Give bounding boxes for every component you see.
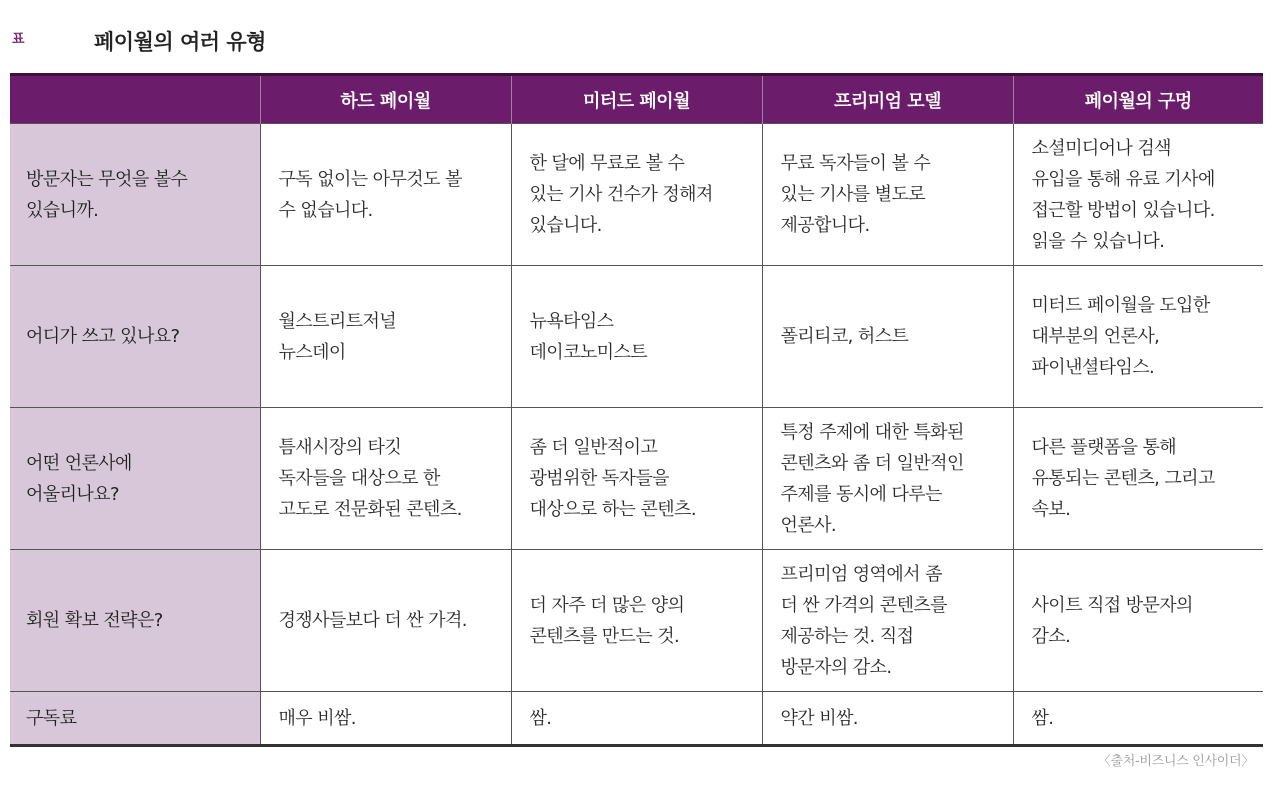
cell-line: 틈새시장의 타깃 [278,437,402,458]
row-header-price [10,692,260,746]
row-header-line: 어떤 언론사에 [26,452,132,474]
table-cell [260,408,511,550]
cell-line: 콘텐츠를 만드는 것. [529,625,680,647]
cell-line: 대부분의 언론사, [1031,326,1160,347]
table-title: 페이월의 여러 유형 [94,30,266,54]
table-label: 표 [12,32,25,47]
cell-line: 있는 기사를 별도로 [780,184,926,205]
cell-line: 읽을 수 있습니다. [1031,230,1165,252]
cell-line: 사이트 직접 방문자의 [1031,594,1193,616]
row-header-strategy [10,550,260,692]
header-cell-premium-model: 프리미엄 모델 [762,75,1013,124]
table-caption [12,26,1262,60]
cell-line: 약간 비쌈. [780,707,858,729]
table-cell [762,266,1013,408]
cell-line: 다른 플랫폼을 통해 [1031,437,1177,458]
paywall-types-table [10,73,1263,747]
cell-line: 광범위한 독자들을 [529,468,669,489]
row-header-line: 있습니까. [26,199,99,221]
table-row [10,124,1263,266]
cell-line: 방문자의 감소. [780,656,892,678]
cell-line: 특정 주제에 대한 특화된 [780,421,964,443]
table-cell [511,266,762,408]
cell-line: 미터드 페이월을 도입한 [1031,295,1210,316]
cell-line: 경쟁사들보다 더 싼 가격. [278,610,467,631]
table-cell [511,550,762,692]
cell-line: 고도로 전문화된 콘텐츠. [278,499,462,520]
cell-line: 파이낸셜타임스. [1031,357,1155,378]
table-cell [260,550,511,692]
table-cell [762,550,1013,692]
cell-line: 콘텐츠와 좀 더 일반적인 [780,452,964,474]
table-cell [511,124,762,266]
cell-line: 언론사. [780,514,836,536]
table-cell [1013,266,1263,408]
cell-line: 매우 비쌈. [278,707,356,729]
header-cell-corner [10,75,260,124]
table-cell [260,692,511,746]
cell-line: 뉴스데이 [278,341,346,363]
table-row [10,692,1263,746]
table-cell [511,692,762,746]
cell-line: 데이코노미스트 [529,341,648,363]
cell-line: 구독 없이는 아무것도 볼 [278,168,462,190]
table-row [10,408,1263,550]
table-cell [1013,408,1263,550]
cell-line: 감소. [1031,625,1071,647]
row-header-line: 구독료 [26,707,77,729]
row-header-users [10,266,260,408]
cell-line: 쌈. [1031,707,1054,729]
cell-line: 있는 기사 건수가 정해져 [529,184,713,205]
cell-line: 더 싼 가격의 콘텐츠를 [780,594,947,616]
cell-line: 프리미엄 영역에서 좀 [780,563,942,585]
table-cell [762,124,1013,266]
table-row [10,266,1263,408]
cell-line: 접근할 방법이 있습니다. [1031,199,1215,221]
table-cell [1013,692,1263,746]
table-cell [1013,550,1263,692]
cell-line: 좀 더 일반적이고 [529,437,658,458]
cell-line: 제공합니다. [780,215,870,236]
cell-line: 폴리티코, 허스트 [780,326,909,347]
cell-line: 독자들을 대상으로 한 [278,468,440,489]
table-cell [260,266,511,408]
table-row [10,550,1263,692]
cell-line: 뉴욕타임스 [529,310,614,332]
table-cell [762,692,1013,746]
table-cell [762,408,1013,550]
cell-line: 유입을 통해 유료 기사에 [1031,168,1215,190]
table-cell [1013,124,1263,266]
source-note: 〈출처-비즈니스 인사이더〉 [1097,754,1254,769]
cell-line: 있습니다. [529,215,602,236]
table-cell [260,124,511,266]
cell-line: 주제를 동시에 다루는 [780,483,942,505]
cell-line: 소셜미디어나 검색 [1031,137,1171,159]
cell-line: 수 없습니다. [278,199,373,221]
cell-line: 월스트리트저널 [278,310,397,332]
table-cell [511,408,762,550]
header-row [10,75,1263,124]
row-header-line: 회원 확보 전략은? [26,610,163,631]
cell-line: 쌈. [529,707,552,729]
row-header-line: 어디가 쓰고 있나요? [26,326,180,347]
cell-line: 한 달에 무료로 볼 수 [529,153,685,174]
cell-line: 무료 독자들이 볼 수 [780,153,931,174]
row-header-line: 어울리나요? [26,483,119,505]
cell-line: 속보. [1031,499,1071,520]
cell-line: 제공하는 것. 직접 [780,625,914,647]
row-header-line: 방문자는 무엇을 볼수 [26,168,188,190]
row-header-fit [10,408,260,550]
header-cell-hard-paywall: 하드 페이월 [260,75,511,124]
cell-line: 대상으로 하는 콘텐츠. [529,499,696,520]
row-header-visibility [10,124,260,266]
header-cell-metered-paywall: 미터드 페이월 [511,75,762,124]
cell-line: 유통되는 콘텐츠, 그리고 [1031,468,1215,489]
cell-line: 더 자주 더 많은 양의 [529,594,685,616]
header-cell-paywall-holes: 페이월의 구멍 [1013,75,1263,124]
